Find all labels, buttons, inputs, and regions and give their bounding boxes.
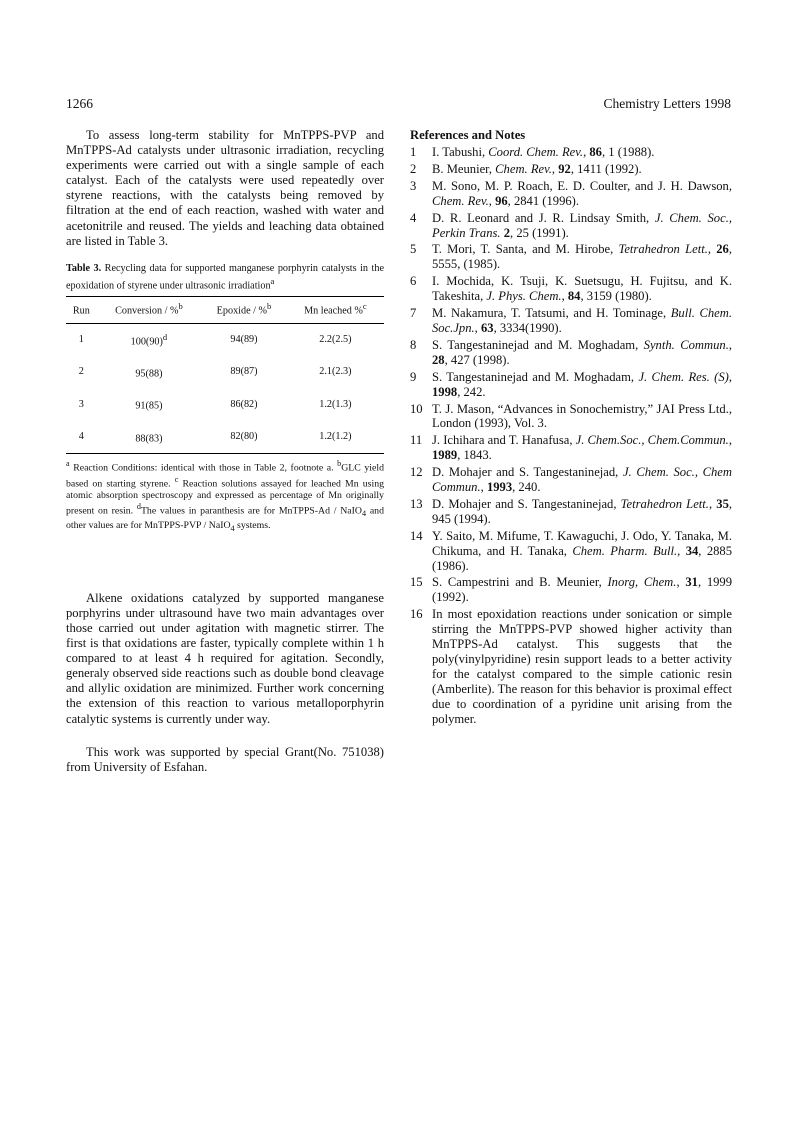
- references-list: [410, 145, 732, 727]
- cell-mn-leached: 1.2(1.3): [319, 398, 352, 410]
- reference-number: 12: [410, 465, 423, 480]
- reference-item: [410, 242, 732, 272]
- reference-item: [410, 607, 732, 726]
- reference-item: [410, 179, 732, 209]
- reference-number: 10: [410, 401, 423, 416]
- header-conversion: Conversion / %$^b$: [97, 297, 202, 323]
- reference-item: [410, 433, 732, 463]
- cell-conversion: 91(85): [135, 400, 163, 412]
- reference-text: D. R. Leonard and J. R. Lindsay Smith, J. Chem. Soc., Perkin Trans. 2, 25 (1991).: [432, 210, 732, 240]
- reference-item: [410, 338, 732, 368]
- reference-item: [410, 529, 732, 574]
- cell-mn-leached: 1.2(1.2): [287, 421, 384, 454]
- reference-number: 14: [410, 528, 423, 543]
- reference-text: Y. Saito, M. Mifume, T. Kawaguchi, J. Odo, Y. Tanaka, M. Chikuma, and H. Tanaka, Chem. Pharm. Bull., 34, 2885 (1986).: [432, 528, 733, 573]
- paragraph-stability: To assess long-term stability for MnTPPS-PVP and MnTPPS-Ad catalysts under ultrasonic irradiation, recycling experiments were carried out with a single sample of each catalyst. Each of the catalysts were used repeatedly over styrene reactions, with the catalysts being removed by filtration at the end of each reaction, washed with water and acetonitrile and reused. The yields and leaching data obtained are listed in Table 3.: [66, 128, 384, 248]
- page-number: 1266: [66, 96, 93, 111]
- left-column: [66, 128, 384, 775]
- reference-number: 13: [410, 496, 423, 511]
- reference-item: [410, 306, 732, 336]
- table-row: [66, 323, 384, 356]
- header-run: Run: [66, 297, 97, 323]
- journal-header: Chemistry Letters 1998: [603, 96, 731, 111]
- reference-text: S. Campestrini and B. Meunier, Inorg, Chem., 31, 1999 (1992).: [432, 575, 733, 605]
- reference-item: [410, 274, 732, 304]
- reference-text: In most epoxidation reactions under sonication or simple stirring the MnTPPS-PVP showed higher activity than MnTPPS-Ad catalyst. This suggests that the poly(vinylpyridine) resin support leads to a better activity for the catalyst compared to the simple cationic resin (Amberlite). The reason for this behavior is proximal effect due to coordination of a pyridine unit arising from the polymer.: [432, 607, 732, 726]
- reference-text: D. Mohajer and S. Tangestaninejad, J. Chem. Soc., Chem Commun., 1993, 240.: [432, 465, 732, 495]
- header-mn-leached: Mn leached %$^c$: [287, 297, 384, 323]
- reference-number: 9: [410, 369, 417, 384]
- table-footnote: $^a$ Reaction Conditions: identical with those in Table 2, footnote a. $^b$GLC yield based on starting styrene. $^c$ Reaction solutions assayed for leached Mn using atomic absorption spectroscopy and expressed as percentage of Mn originally present on resin. $^d$The values in paranthesis are for MnTPPS-Ad / NaIO$_4$ and other values are for MnTPPS-PVP / NaIO$_4$ systems.: [66, 459, 384, 534]
- cell-conversion: $100(90)^d$: [130, 331, 168, 347]
- table-header-row: [66, 297, 384, 323]
- table-label: Table 3.: [66, 262, 102, 274]
- reference-number: 6: [410, 274, 417, 289]
- cell-epoxide: 89(87): [230, 366, 258, 378]
- references-column: [410, 128, 732, 729]
- reference-item: [410, 145, 732, 160]
- reference-text: T. Mori, T. Santa, and M. Hirobe, Tetrahedron Lett., 26, 5555, (1985).: [432, 242, 732, 272]
- cell-epoxide: 94(89): [230, 333, 258, 345]
- reference-number: 7: [410, 306, 417, 321]
- reference-number: 16: [410, 607, 423, 622]
- table-caption: [66, 263, 384, 293]
- table-row: [66, 356, 384, 388]
- reference-number: 11: [410, 433, 423, 448]
- cell-epoxide: 82(80): [201, 421, 287, 454]
- cell-mn-leached: 2.2(2.5): [319, 333, 352, 345]
- cell-run: 2: [78, 366, 84, 378]
- header-epoxide: Epoxide / %$^b$: [201, 297, 287, 323]
- reference-number: 15: [410, 575, 423, 590]
- reference-item: [410, 402, 732, 432]
- reference-text: D. Mohajer and S. Tangestaninejad, Tetrahedron Lett., 35, 945 (1994).: [432, 496, 733, 526]
- paragraph-advantages: Alkene oxidations catalyzed by supported manganese porphyrins under ultrasound have two main advantages over those carried out under agitation with magnetic stirrer. The first is that oxidations are faster, typically complete within 1 h compared to at least 4 h required for agitation. Secondly, generaly observed side reactions such as double bond cleavage and allylic oxidation are minimized. Further work concerning the extension of this reaction to various metalloporphyrin catalytic systems is currently under way.: [66, 590, 384, 726]
- cell-run: 1: [78, 333, 84, 345]
- reference-item: [410, 575, 732, 605]
- paragraph-acknowledgement: This work was supported by special Grant(No. 751038) from University of Esfahan.: [66, 744, 384, 774]
- reference-item: [410, 497, 732, 527]
- reference-text: J. Ichihara and T. Hanafusa, J. Chem.Soc., Chem.Commun., 1989, 1843.: [432, 433, 732, 463]
- reference-text: B. Meunier, Chem. Rev., 92, 1411 (1992).: [432, 161, 642, 176]
- reference-text: I. Mochida, K. Tsuji, K. Suetsugu, H. Fujitsu, and K. Takeshita, J. Phys. Chem., 84, 3159 (1980).: [432, 274, 732, 304]
- reference-item: [410, 370, 732, 400]
- references-heading: References and Notes: [410, 128, 526, 142]
- reference-number: 8: [410, 337, 417, 352]
- reference-item: [410, 162, 732, 177]
- recycling-table: [66, 296, 384, 454]
- reference-text: S. Tangestaninejad and M. Moghadam, J. Chem. Res. (S), 1998, 242.: [432, 369, 732, 399]
- caption-footnote-mark: a: [270, 276, 275, 287]
- reference-item: [410, 211, 732, 241]
- reference-text: I. Tabushi, Coord. Chem. Rev., 86, 1 (1988).: [432, 145, 655, 159]
- cell-conversion: 95(88): [135, 368, 163, 380]
- table-caption-text: Recycling data for supported manganese porphyrin catalysts in the epoxidation of styrene under ultrasonic irradiation: [66, 262, 384, 292]
- cell-epoxide: 86(82): [230, 398, 258, 410]
- reference-text: S. Tangestaninejad and M. Moghadam, Synth. Commun., 28, 427 (1998).: [432, 337, 732, 367]
- reference-text: M. Nakamura, T. Tatsumi, and H. Tominage, Bull. Chem. Soc.Jpn., 63, 3334(1990).: [432, 306, 732, 335]
- cell-mn-leached: 2.1(2.3): [319, 366, 352, 378]
- reference-item: [410, 465, 732, 495]
- reference-number: 1: [410, 145, 417, 159]
- table-row: [66, 388, 384, 420]
- reference-number: 5: [410, 242, 417, 257]
- cell-conversion: 88(83): [97, 421, 202, 454]
- reference-text: T. J. Mason, “Advances in Sonochemistry,” JAI Press Ltd., London (1993), Vol. 3.: [432, 401, 732, 431]
- reference-number: 2: [410, 161, 417, 176]
- cell-run: 3: [78, 398, 84, 410]
- reference-number: 4: [410, 210, 417, 225]
- cell-run: 4: [66, 421, 97, 454]
- table-row: [66, 421, 384, 454]
- reference-text: M. Sono, M. P. Roach, E. D. Coulter, and J. H. Dawson, Chem. Rev., 96, 2841 (1996).: [432, 178, 732, 208]
- reference-number: 3: [410, 178, 417, 193]
